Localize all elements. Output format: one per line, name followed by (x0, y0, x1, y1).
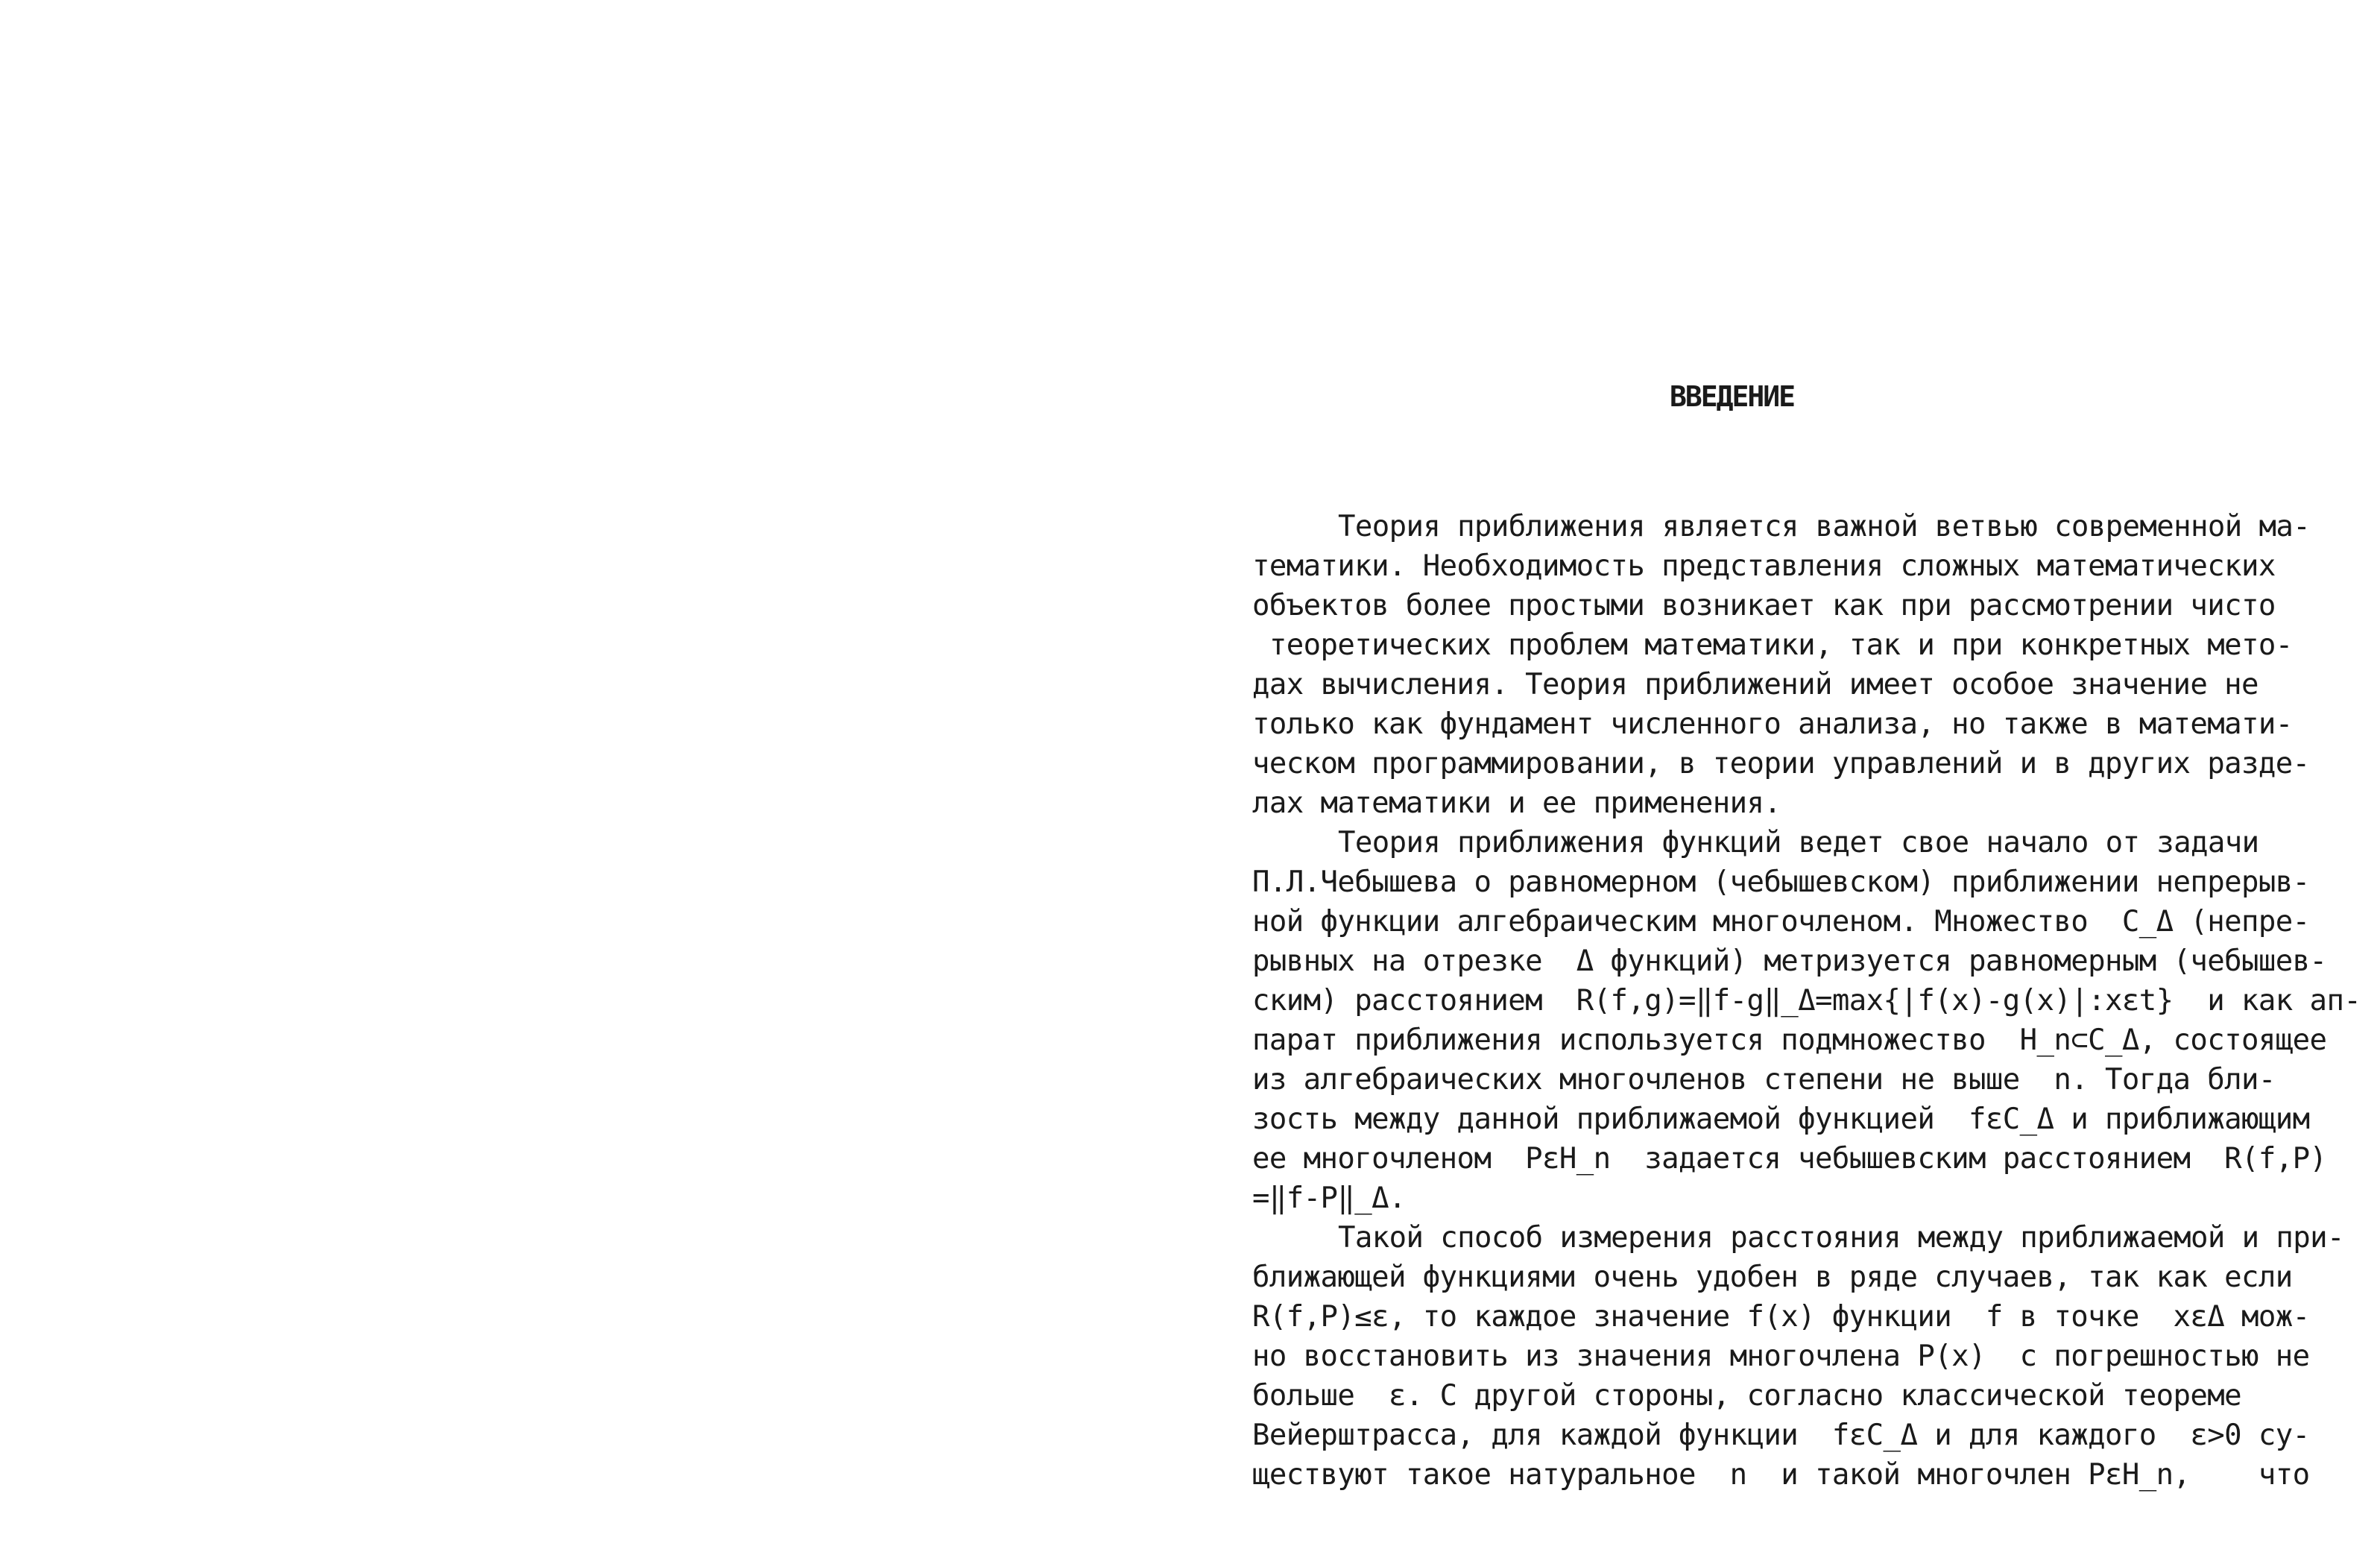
text-line: ближающей функциями очень удобен в ряде случаев, так как если (1252, 1261, 2293, 1294)
text-line: парат приближения используется подмножество H_n⊂C_Δ, состоящее (1252, 1023, 2327, 1057)
text-line: ским) расстоянием R(f,g)=‖f-g‖_Δ=max{|f(x)-g(x)|:xεt} и как ап- (1252, 984, 2361, 1018)
text-line: дах вычисления. Теория приближений имеет особое значение не (1252, 668, 2259, 701)
section-heading: ВВЕДЕНИЕ (1670, 380, 1795, 413)
text-line: Теория приближения функций ведет свое начало от задачи (1338, 826, 2259, 859)
text-line: тематики. Необходимость представления сложных математических (1252, 549, 2276, 583)
text-line: ческом программировании, в теории управлений и в других разде- (1252, 747, 2310, 780)
text-line: объектов более простыми возникает как при рассмотрении чисто (1252, 589, 2276, 622)
text-line: лах математики и ее применения. (1252, 786, 1781, 820)
text-line: но восстановить из значения многочлена P(x) с погрешностью не (1252, 1340, 2310, 1373)
text-line: рывных на отрезке Δ функций) метризуется равномерным (чебышев- (1252, 944, 2327, 978)
text-line: =‖f-P‖_Δ. (1252, 1182, 1406, 1215)
text-line: ной функции алгебраическим многочленом. Множество C_Δ (непре- (1252, 905, 2310, 939)
text-line: больше ε. С другой стороны, согласно классической теореме (1252, 1379, 2242, 1413)
text-line: ществуют такое натуральное n и такой многочлен PεH_n, что (1252, 1458, 2310, 1492)
text-line: Теория приближения является важной ветвью современной ма- (1338, 510, 2311, 543)
body-text (1252, 507, 2361, 1495)
text-line: ее многочленом PεH_n задается чебышевским расстоянием R(f,P) (1252, 1142, 2327, 1176)
text-line: зость между данной приближаемой функцией fεC_Δ и приближающим (1252, 1103, 2310, 1136)
text-line: R(f,P)≤ε, то каждое значение f(x) функции f в точке xεΔ мож- (1252, 1300, 2310, 1334)
text-line: теоретических проблем математики, так и при конкретных мето- (1252, 628, 2293, 662)
text-line: только как фундамент численного анализа, но также в математи- (1252, 707, 2293, 741)
text-line: Вейерштрасса, для каждой функции fεC_Δ и для каждого ε>0 су- (1252, 1419, 2310, 1452)
text-line: П.Л.Чебышева о равномерном (чебышевском) приближении непрерыв- (1252, 865, 2310, 899)
text-line: из алгебраических многочленов степени не выше n. Тогда бли- (1252, 1063, 2276, 1097)
text-line: Такой способ измерения расстояния между приближаемой и при- (1338, 1221, 2344, 1255)
